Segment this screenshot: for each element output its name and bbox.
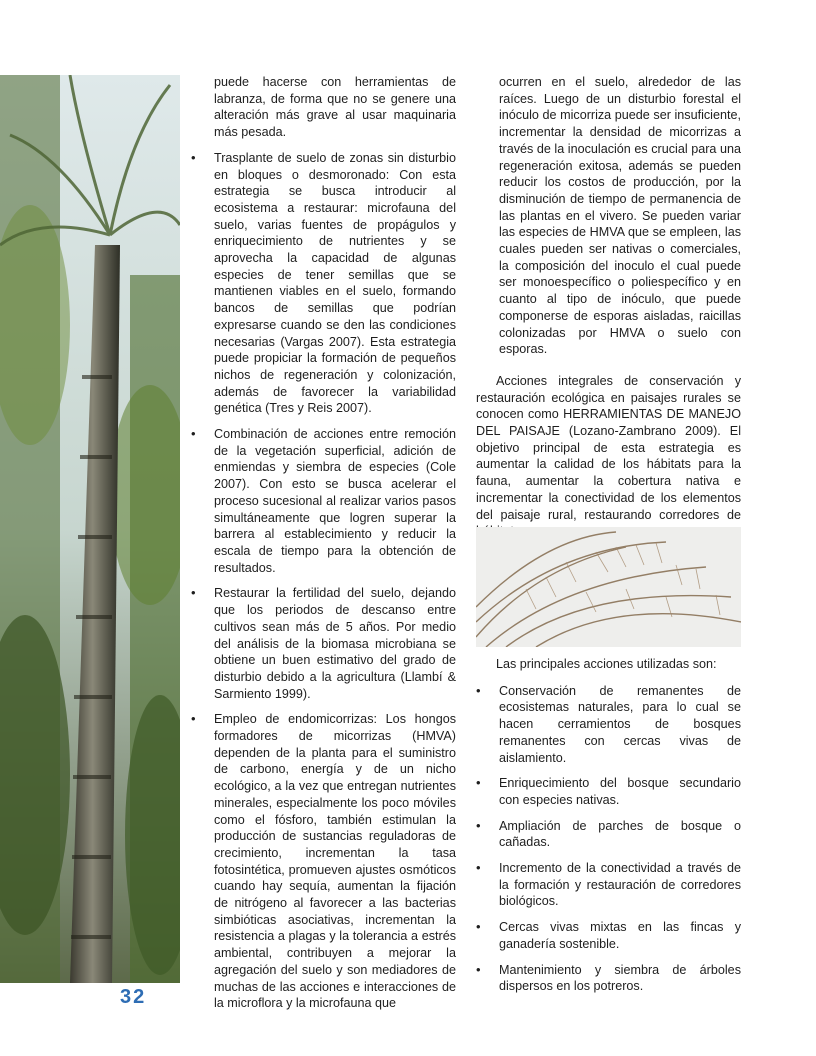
bullet-icon: • <box>476 775 481 791</box>
list-item-text: Empleo de endomicorrizas: Los hongos formadores de micorrizas (HMVA) dependen de la planta para el suministro de carbono, energía y de un nicho ecológico, a la vez que entregan nutrientes minerales, especialmente los poco móviles como el fósforo, también estimulan la producción de sustancias reguladoras de crecimiento, incrementan la tasa fotosintética, promueven ajustes osmóticos cuando hay sequía, aumentan la fijación de nitrógeno al favorecer a las bacterias simbióticas asociativas, incrementan la resistencia a plagas y la tolerancia a estrés ambiental, contribuyen a mejorar la agregación del suelo y son mediadores de muchas de las acciones e interacciones de la microflora y la microfauna que <box>214 712 456 1011</box>
list-item-text: Enriquecimiento del bosque secundario con especies nativas. <box>499 776 741 807</box>
list-item <box>476 962 741 995</box>
list-item-text: Cercas vivas mixtas en las fincas y ganadería sostenible. <box>499 920 741 951</box>
list-item <box>476 860 741 910</box>
continuation-text: puede hacerse con herramientas de labranza, de forma que no se genere una alteración más grave al usar maquinaria más pesada. <box>214 75 456 140</box>
list-item-text: Ampliación de parches de bosque o cañadas. <box>499 818 741 850</box>
list-item <box>191 585 456 702</box>
list-item <box>476 683 741 767</box>
bullet-icon: • <box>476 860 481 876</box>
list-item-text: Incremento de la conectividad a través de la formación y restauración de corredores biológicos. <box>499 861 741 909</box>
list-item <box>476 775 741 808</box>
bullet-icon: • <box>191 149 196 165</box>
actions-bullet-list <box>476 683 741 995</box>
list-item-text: Trasplante de suelo de zonas sin disturbio en bloques o desmoronado: Con esta estrategia se busca introducir al ecosistema a restaurar: microfauna del suelo, varias fuentes de propágulos y enriquecimiento de nutrientes y se aprovecha la capacidad de algunas especies de tener semillas que se mantienen viables en el suelo, formando bancos de semillas que podrían expresarse cuando se den las condiciones necesarias (Vargas 2007). Esta estrategia puede propiciar la formación de pequeños nichos de regeneración y colonización, además de favorecer la variabilidad genética (Tres y Reis 2007). <box>214 150 456 416</box>
palm-tree-photo <box>0 75 180 983</box>
list-item <box>191 426 456 576</box>
actions-section <box>476 656 741 1004</box>
list-item-text: Restaurar la fertilidad del suelo, dejando que los periodos de descanso entre cultivos sean más de 5 años. Por medio del análisis de la biomasa microbiana se obtiene un buen estimativo del grado de disturbio debido a la agricultura (Llambí & Sarmiento 1999). <box>214 586 456 701</box>
grass-photo <box>476 527 741 647</box>
page-number: 32 <box>120 986 147 1008</box>
body-paragraph: Acciones integrales de conservación y restauración ecológica en paisajes rurales se conocen como HERRAMIENTAS DE MANEJO DEL PAISAJE (Lozano-Zambrano 2009). El objetivo principal de esta estrategia es aumentar la calidad de los hábitats para la fauna, aumentar la cobertura nativa e incrementar la conectividad de los elementos del paisaje rural, restaurando corredores de <box>476 373 741 522</box>
list-item-text: Conservación de remanentes de ecosistemas naturales, para lo cual se hacen cerramientos de bosques remanentes con cercas vivas de aislamiento. <box>499 683 741 765</box>
bullet-icon: • <box>476 961 481 977</box>
continuation-text: ocurren en el suelo, alrededor de las raíces. Luego de un disturbio forestal el inóculo de micorriza puede ser insuficiente, incrementar la densidad de micorrizas a través de la inoculación es crucial para una regeneración exitosa, además se pueden reducir los costos de producción, por la disminución de tiempo de permanencia de las plantas en el vivero. Se pueden variar las especies de HMVA que se empleen, las cuales pueden ser nativas o comerciales, la composición del inoculo el cual puede ser monoespecífico o poliespecífico y en cuanto al tipo de inóculo, que puede componerse de esporas aisladas, raicillas colonizadas por HMVA o suelo con esporas. <box>499 75 741 357</box>
bullet-icon: • <box>191 426 196 442</box>
list-item-text: Mantenimiento y siembra de árboles dispersos en los potreros. <box>499 962 741 994</box>
list-item <box>191 150 456 417</box>
list-item-text: Combinación de acciones entre remoción de la vegetación superficial, adición de enmiendas y siembra de especies (Cole 2007). Con esto se busca acelerar el proceso sucesional al realizar varios pasos simultáneamente que logren superar la barrera al establecimiento y reducir la escala de tiempo para la obtención de resultados. <box>214 427 456 575</box>
list-item <box>476 919 741 952</box>
bullet-icon: • <box>476 919 481 935</box>
left-text-column <box>191 74 456 1021</box>
list-item <box>476 818 741 851</box>
bullet-icon: • <box>476 682 481 698</box>
bullet-icon: • <box>191 585 196 601</box>
bullet-icon: • <box>476 817 481 833</box>
bullet-icon: • <box>191 711 196 727</box>
list-intro: Las principales acciones utilizadas son: <box>496 657 717 671</box>
right-text-column <box>476 74 741 540</box>
bullet-list <box>191 150 456 1012</box>
list-item <box>191 711 456 1012</box>
